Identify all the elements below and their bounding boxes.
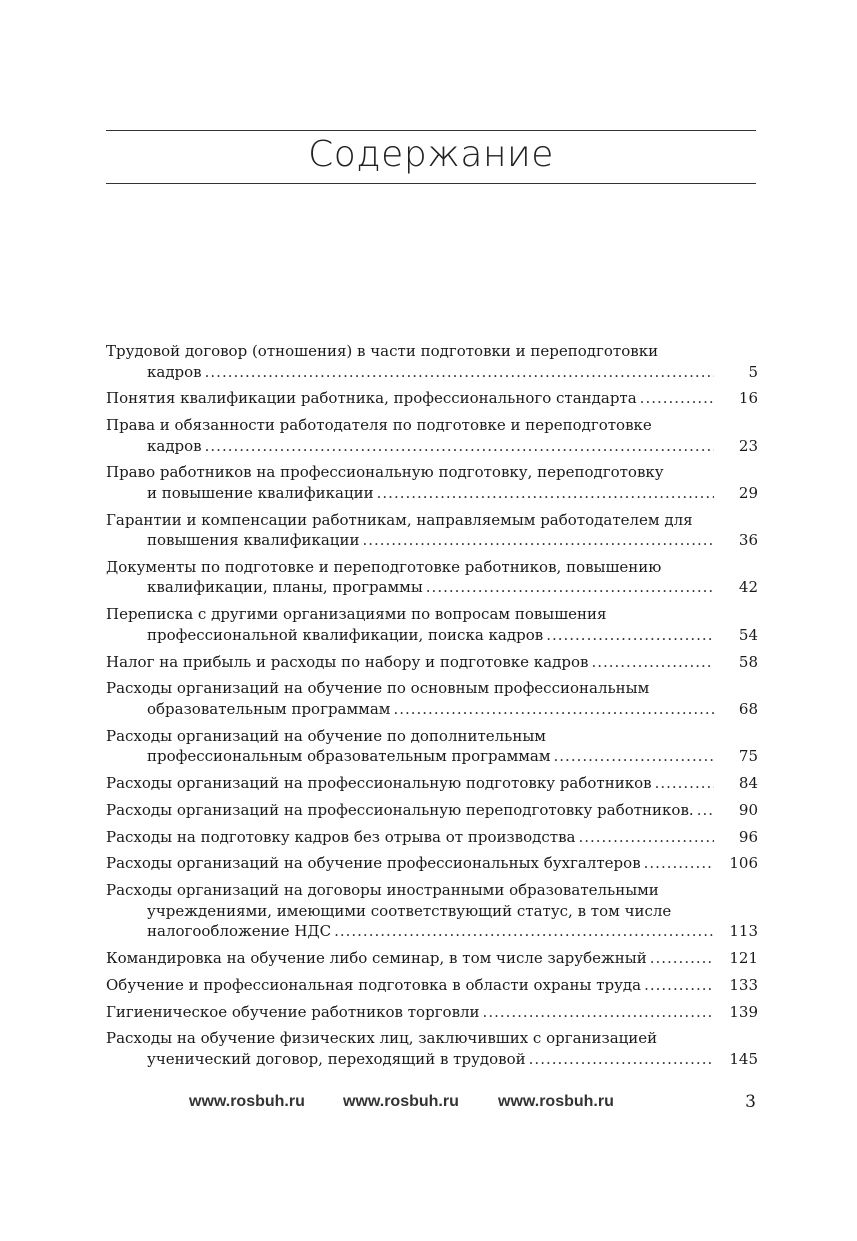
page-footer: [0, 1093, 857, 1117]
dot-leader: [205, 436, 714, 457]
toc-entry-title-line: Расходы организаций на обучение по дополнительным: [106, 726, 546, 745]
toc-page-number: 5: [748, 362, 758, 381]
toc-page-number: 113: [729, 922, 758, 941]
toc-entry[interactable]: [106, 853, 758, 874]
toc-entry-title-line: Гигиеническое обучение работников торговли: [106, 1002, 480, 1021]
toc-entry[interactable]: [106, 652, 758, 673]
toc-entry-title-line: Расходы организаций на профессиональную переподготовку работников.: [106, 800, 694, 819]
toc-page-number: 75: [738, 747, 758, 766]
toc-entry-title-line: повышения квалификации: [147, 531, 360, 550]
dot-leader: [546, 625, 714, 646]
dot-leader: [362, 530, 714, 551]
dot-leader: [640, 388, 714, 409]
toc-entry[interactable]: [106, 557, 758, 598]
dot-leader: [205, 362, 714, 383]
toc-entry-title-line: Налог на прибыль и расходы по набору и подготовке кадров: [106, 652, 589, 671]
dot-leader: [529, 1049, 714, 1070]
toc-entry-title-line: Расходы организаций на договоры иностранными образовательными: [106, 881, 659, 900]
dot-leader: [483, 1002, 714, 1023]
footer-website-link[interactable]: www.rosbuh.ru: [189, 1093, 305, 1110]
footer-website-link[interactable]: www.rosbuh.ru: [343, 1093, 459, 1110]
toc-entry[interactable]: [106, 1002, 758, 1023]
toc-entry-title-line: Расходы на подготовку кадров без отрыва от производства: [106, 827, 576, 846]
toc-entry-title-line: образовательным программам: [147, 699, 391, 718]
toc-page-number: 84: [738, 773, 758, 792]
toc-entry[interactable]: [106, 948, 758, 969]
toc-entry[interactable]: [106, 827, 758, 848]
dot-leader: [554, 746, 714, 767]
toc-entry[interactable]: [106, 388, 758, 409]
toc-entry-title-line: Расходы организаций на обучение по основным профессиональным: [106, 679, 650, 698]
toc-entry-title-line: кадров: [147, 362, 202, 381]
toc-page-number: 16: [738, 389, 758, 408]
footer-website-link[interactable]: www.rosbuh.ru: [498, 1093, 614, 1110]
dot-leader: [377, 483, 714, 504]
toc-entry-title-line: кадров: [147, 436, 202, 455]
toc-entry[interactable]: [106, 510, 758, 551]
toc-entry[interactable]: [106, 773, 758, 794]
toc-entry[interactable]: [106, 1028, 758, 1069]
page-number: 3: [745, 1092, 756, 1112]
toc-page-number: 42: [738, 578, 758, 597]
toc-page-number: 23: [738, 436, 758, 455]
toc-entry-title-line: Трудовой договор (отношения) в части подготовки и переподготовки: [106, 342, 659, 360]
toc-entry-title-line: профессиональным образовательным программам: [147, 747, 551, 766]
toc-entry-title-line: Командировка на обучение либо семинар, в том числе зарубежный: [106, 948, 647, 967]
toc-page-number: 36: [738, 531, 758, 550]
toc-entry[interactable]: [106, 415, 758, 456]
dot-leader: [655, 773, 714, 794]
dot-leader: [591, 652, 714, 673]
dot-leader: [644, 975, 714, 996]
toc-entry-title-line: Документы по подготовке и переподготовке работников, повышению: [106, 557, 662, 576]
toc-entry-title-line: профессиональной квалификации, поиска кадров: [147, 625, 544, 644]
toc-entry-title-line: Обучение и профессиональная подготовка в области охраны труда: [106, 975, 642, 994]
toc-entry-title-line: Переписка с другими организациями по вопросам повышения: [106, 605, 607, 624]
dot-leader: [697, 800, 714, 821]
dot-leader: [334, 921, 714, 942]
dot-leader: [393, 699, 714, 720]
toc-entry-title-line: и повышение квалификации: [147, 483, 374, 502]
toc-entry-title-line: Понятия квалификации работника, профессионального стандарта: [106, 389, 637, 408]
toc-entry-title-line: налогообложение НДС: [147, 922, 332, 941]
dot-leader: [426, 577, 714, 598]
toc-page-number: 29: [738, 483, 758, 502]
toc-page-number: 96: [738, 827, 758, 846]
toc-page-number: 90: [738, 800, 758, 819]
dot-leader: [644, 853, 714, 874]
toc-entry-title-line: Право работников на профессиональную подготовку, переподготовку: [106, 463, 664, 482]
toc-entry-title-line: Расходы организаций на профессиональную подготовку работников: [106, 773, 652, 792]
table-of-contents: [106, 341, 758, 1076]
toc-page-number: 145: [729, 1049, 758, 1068]
dot-leader: [650, 948, 714, 969]
page-title: Содержание: [308, 134, 554, 175]
toc-page-number: 68: [738, 699, 758, 718]
dot-leader: [578, 827, 714, 848]
toc-entry-title-line: учреждениями, имеющими соответствующий статус, в том числе: [147, 901, 672, 920]
toc-entry-title-line: Гарантии и компенсации работникам, направляемым работодателем для: [106, 510, 693, 529]
toc-entry[interactable]: [106, 975, 758, 996]
toc-page-number: 58: [738, 652, 758, 671]
title-bottom-rule: [106, 183, 756, 184]
toc-entry-title-line: Права и обязанности работодателя по подготовке и переподготовке: [106, 416, 652, 435]
toc-entry[interactable]: [106, 462, 758, 503]
title-top-rule: [106, 130, 756, 131]
toc-entry[interactable]: [106, 341, 758, 382]
toc-entry[interactable]: [106, 880, 758, 942]
toc-entry[interactable]: [106, 800, 758, 821]
toc-entry-title-line: Расходы на обучение физических лиц, заключивших с организацией: [106, 1029, 658, 1048]
toc-entry[interactable]: [106, 604, 758, 645]
toc-entry[interactable]: [106, 678, 758, 719]
toc-entry-title-line: ученический договор, переходящий в трудовой: [147, 1049, 526, 1068]
toc-page-number: 121: [729, 948, 758, 967]
toc-page-number: 133: [729, 975, 758, 994]
toc-entry-title-line: Расходы организаций на обучение профессиональных бухгалтеров: [106, 854, 641, 873]
toc-page-number: 139: [729, 1002, 758, 1021]
toc-page-number: 54: [738, 625, 758, 644]
toc-entry-title-line: квалификации, планы, программы: [147, 578, 423, 597]
toc-entry[interactable]: [106, 726, 758, 767]
toc-page-number: 106: [729, 854, 758, 873]
